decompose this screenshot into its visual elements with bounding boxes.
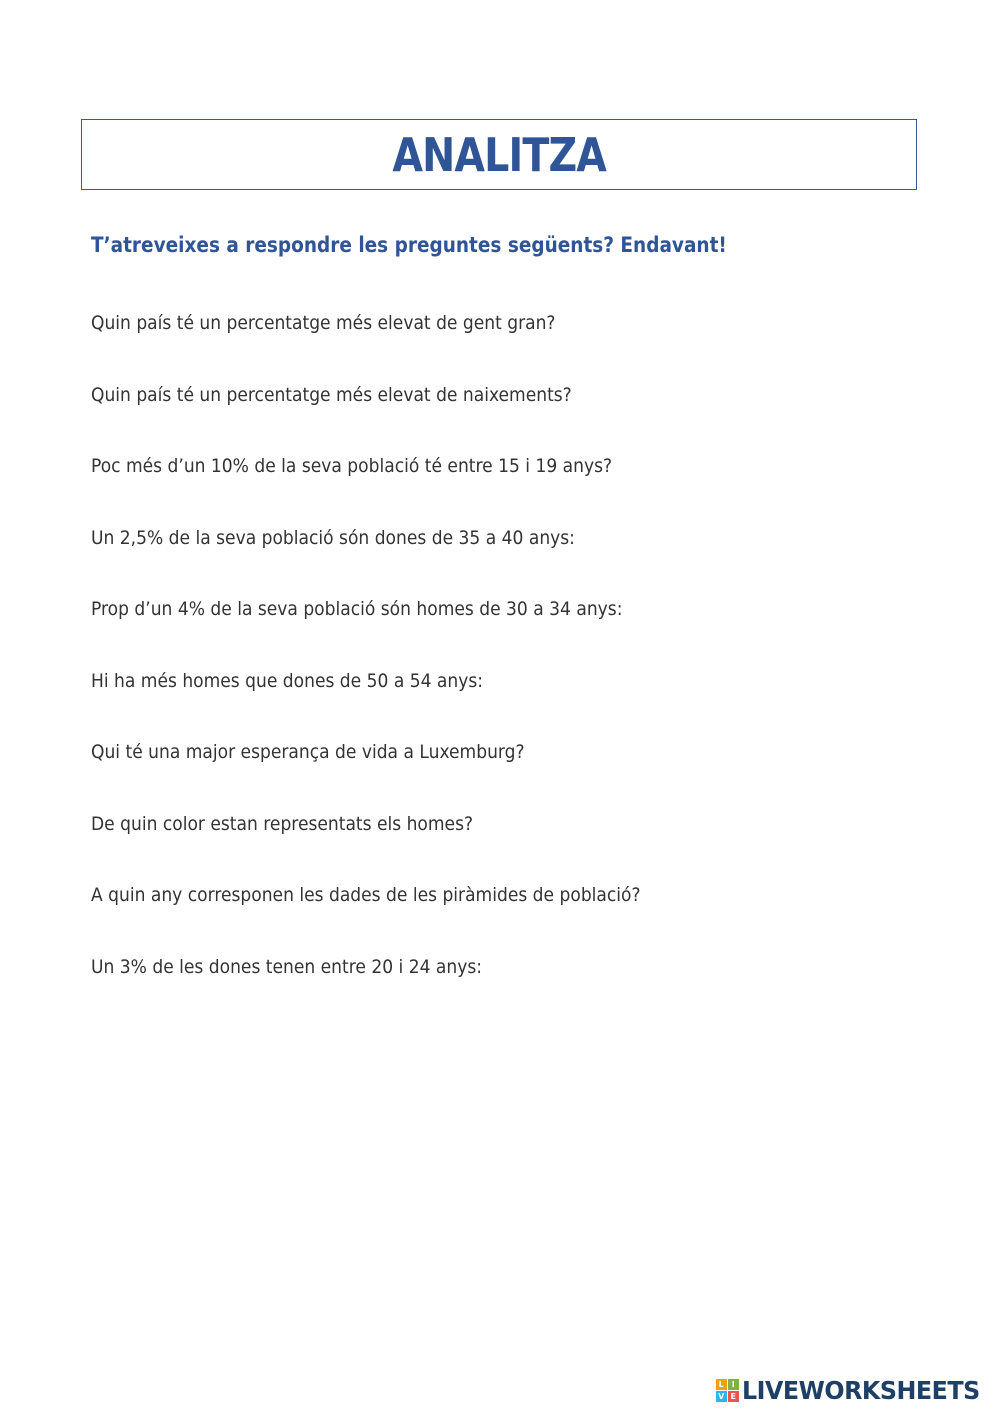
liveworksheets-brand[interactable] [716, 1376, 992, 1405]
question-7: Qui té una major esperança de vida a Luxemburg? [91, 741, 525, 763]
question-3: Poc més d’un 10% de la seva població té entre 15 i 19 anys? [91, 455, 613, 477]
question-2: Quin país té un percentatge més elevat de naixements? [91, 383, 572, 406]
brand-name: LIVEWORKSHEETS [741, 1376, 980, 1405]
logo-tile-e: E [728, 1391, 739, 1402]
liveworksheets-logo-icon [716, 1379, 739, 1402]
question-1: Quin país té un percentatge més elevat de gent gran? [91, 312, 556, 334]
question-8: De quin color estan representats els homes? [91, 812, 474, 835]
logo-tile-l: L [716, 1379, 727, 1390]
question-6: Hi ha més homes que dones de 50 a 54 anys: [91, 669, 484, 692]
logo-tile-v: V [716, 1391, 727, 1402]
question-9: A quin any corresponen les dades de les piràmides de població? [91, 884, 641, 906]
question-10: Un 3% de les dones tenen entre 20 i 24 anys: [91, 955, 483, 978]
logo-tile-i: I [728, 1379, 739, 1390]
page-title: ANALITZA [392, 127, 606, 182]
instructions-heading: T’atreveixes a respondre les preguntes següents? Endavant! [91, 233, 727, 257]
title-box [81, 119, 917, 190]
question-4: Un 2,5% de la seva població són dones de 35 a 40 anys: [91, 526, 575, 549]
question-list [91, 306, 702, 1021]
question-5: Prop d’un 4% de la seva població són homes de 30 a 34 anys: [91, 598, 623, 620]
